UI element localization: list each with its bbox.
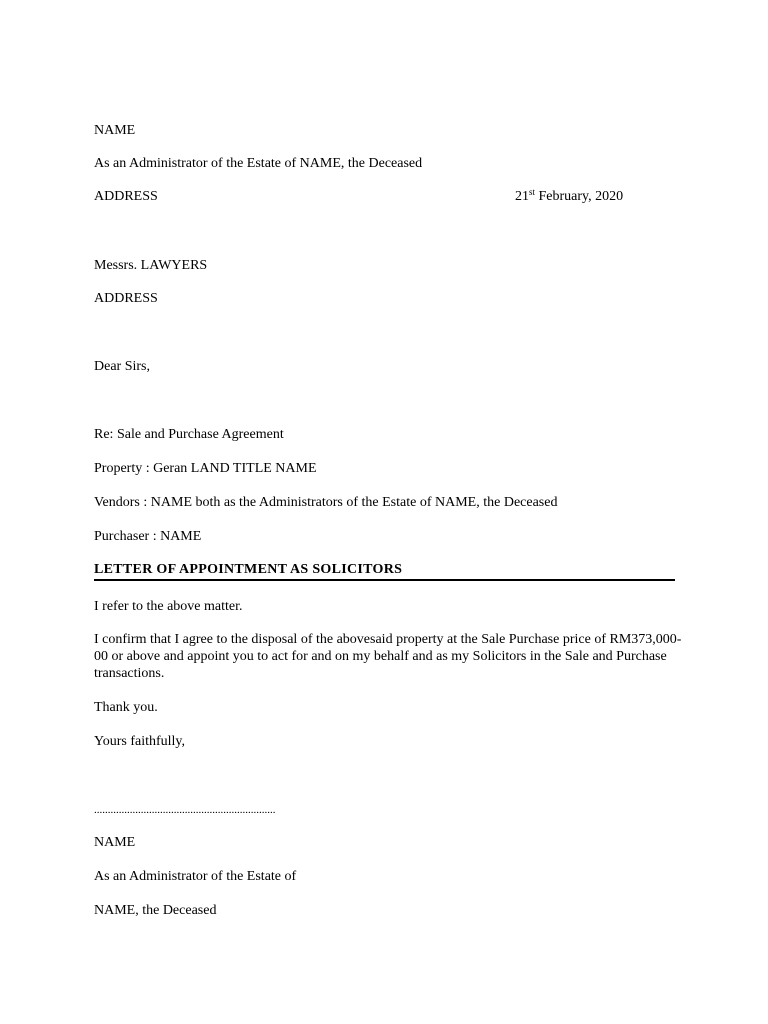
signature-name: NAME: [94, 835, 136, 850]
date-rest: February, 2020: [535, 189, 624, 204]
recipient-address: ADDRESS: [94, 291, 158, 306]
letter-date: [515, 188, 623, 205]
body-intro: I refer to the above matter.: [94, 599, 243, 614]
letter-heading: LETTER OF APPOINTMENT AS SOLICITORS: [94, 561, 675, 581]
sender-address: ADDRESS: [94, 189, 158, 204]
sender-capacity: As an Administrator of the Estate of NAME, the Deceased: [94, 156, 423, 171]
signature-line: ..................................................................: [94, 804, 276, 816]
body-thanks: Thank you.: [94, 700, 158, 715]
reference-property: Property : Geran LAND TITLE NAME: [94, 461, 317, 476]
salutation: Dear Sirs,: [94, 359, 150, 374]
reference-vendors: Vendors : NAME both as the Administrators of the Estate of NAME, the Deceased: [94, 495, 558, 510]
signature-capacity-line1: As an Administrator of the Estate of: [94, 869, 297, 884]
date-day: 21: [515, 189, 529, 204]
sender-name: NAME: [94, 123, 136, 138]
signature-capacity-line2: NAME, the Deceased: [94, 903, 217, 918]
reference-purchaser: Purchaser : NAME: [94, 529, 202, 544]
date-suffix: st: [529, 187, 536, 197]
recipient-name: Messrs. LAWYERS: [94, 258, 208, 273]
reference-re: Re: Sale and Purchase Agreement: [94, 427, 284, 442]
body-confirmation: I confirm that I agree to the disposal of the abovesaid property at the Sale Purchase price of RM373,000-00 or above and appoint you to act for and on my behalf and as my Solicitors in the Sale and Purchase transactions.: [94, 632, 682, 681]
closing: Yours faithfully,: [94, 734, 186, 749]
